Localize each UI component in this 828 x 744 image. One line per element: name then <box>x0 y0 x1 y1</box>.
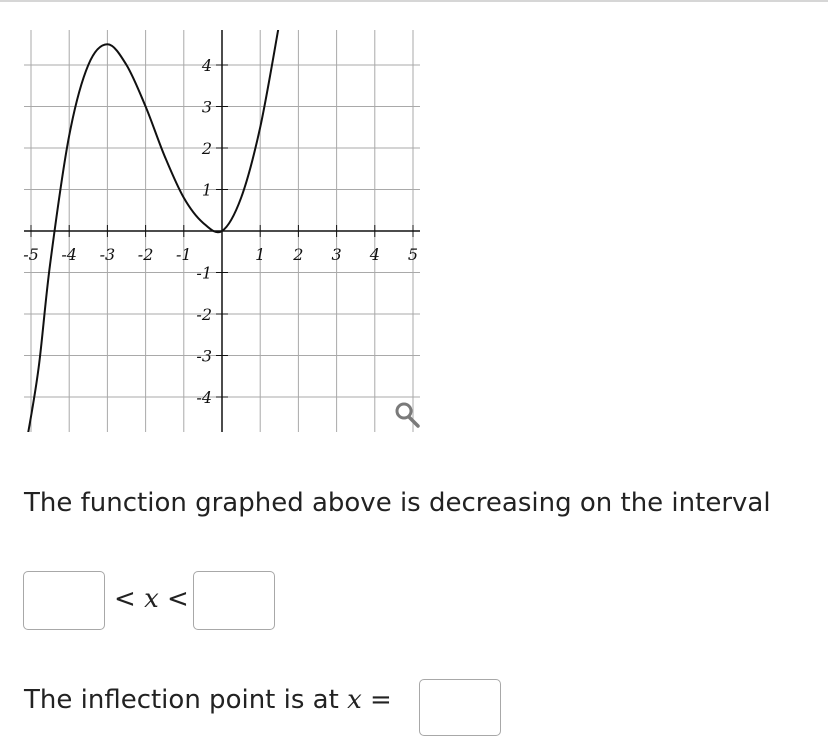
y-tick-label: 4 <box>201 56 212 75</box>
x-tick-label: 2 <box>293 245 304 264</box>
inflection-variable: x <box>347 685 362 715</box>
question-prompt: The function graphed above is decreasing on the interval <box>24 488 771 518</box>
function-graph <box>0 0 440 440</box>
x-tick-label: 1 <box>255 245 266 264</box>
less-than-symbol-2: < <box>167 584 189 614</box>
inequality-expression <box>114 584 189 614</box>
inflection-prefix: The inflection point is at <box>24 685 339 715</box>
interval-upper-input[interactable] <box>193 571 275 630</box>
y-tick-label: 3 <box>201 97 212 117</box>
x-tick-label: -1 <box>176 245 192 264</box>
inflection-point-input[interactable] <box>419 679 501 736</box>
less-than-symbol-1: < <box>114 584 136 614</box>
y-tick-label: 1 <box>201 180 212 200</box>
y-tick-label: -2 <box>196 305 212 324</box>
x-tick-label: -4 <box>61 245 77 264</box>
equals-symbol: = <box>370 685 392 715</box>
magnifier-icon[interactable] <box>397 404 418 426</box>
y-tick-label: -3 <box>196 346 212 366</box>
x-tick-labels <box>23 245 418 264</box>
x-tick-label: 3 <box>331 245 342 264</box>
x-tick-label: -5 <box>23 245 39 264</box>
x-tick-label: 4 <box>369 245 380 264</box>
y-tick-label: -1 <box>196 263 212 283</box>
x-tick-label: -2 <box>137 245 154 264</box>
x-tick-label: -3 <box>99 245 116 264</box>
y-tick-label: 2 <box>201 139 212 158</box>
variable-x: x <box>144 584 159 614</box>
x-tick-label: 5 <box>407 245 419 264</box>
y-tick-label: -4 <box>196 388 212 407</box>
interval-lower-input[interactable] <box>23 571 105 630</box>
inflection-question <box>24 685 392 715</box>
